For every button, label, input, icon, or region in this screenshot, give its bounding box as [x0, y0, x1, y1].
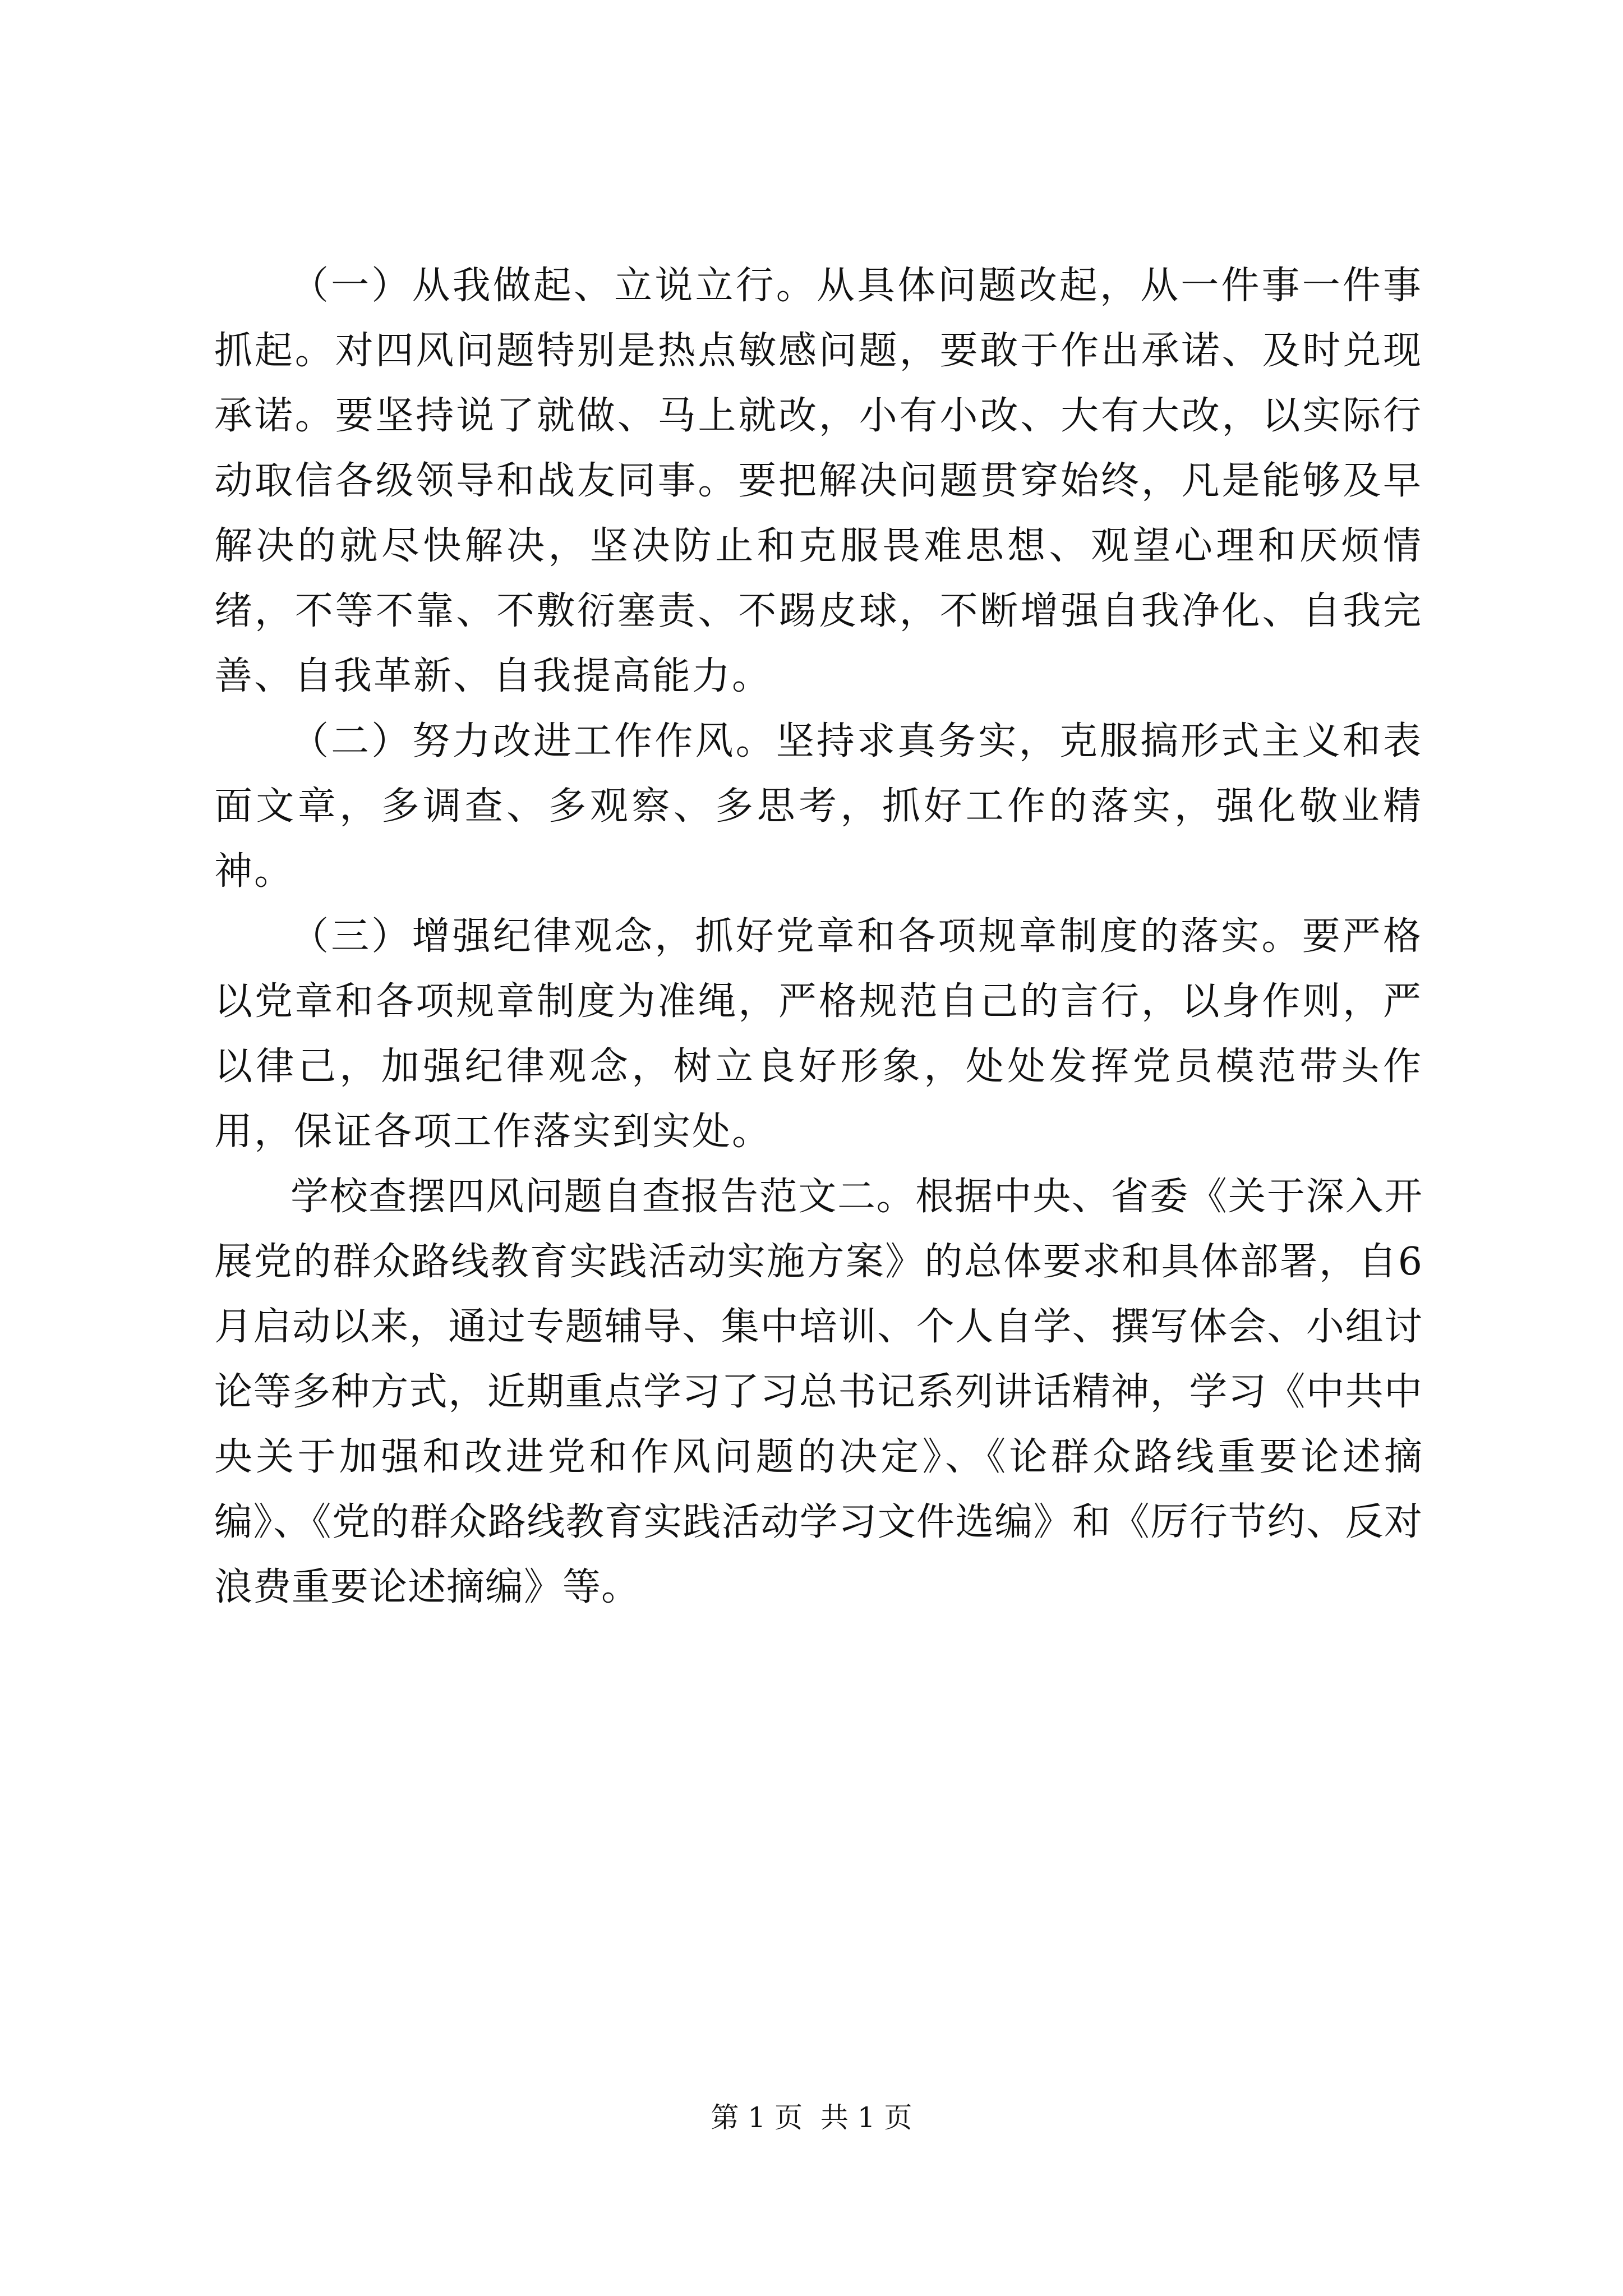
paragraph-4: 学校查摆四风问题自查报告范文二。根据中央、省委《关于深入开展党的群众路线教育实践活动实施方案》的总体要求和具体部署，自6月启动以来，通过专题辅导、集中培训、个人自学、撰写体会、小组讨论等多种方式，近期重点学习了习总书记系列讲话精神，学习《中共中央关于加强和改进党和作风问题的决定》、《论群众路线重要论述摘编》、《党的群众路线教育实践活动学习文件选编》和《厉行节约、反对浪费重要论述摘编》等。 [214, 1175, 1423, 1609]
page-number-label: 第 1 页 共 1 页 [711, 2101, 912, 2134]
paragraph-2: （二）努力改进工作作风。坚持求真务实，克服搞形式主义和表面文章，多调查、多观察、多思考，抓好工作的落实，强化敬业精神。 [214, 719, 1423, 894]
document-body [214, 254, 1423, 1620]
paragraph-1: （一）从我做起、立说立行。从具体问题改起，从一件事一件事抓起。对四风问题特别是热点敏感问题，要敢于作出承诺、及时兑现承诺。要坚持说了就做、马上就改，小有小改、大有大改，以实际行动取信各级领导和战友同事。要把解决问题贯穿始终，凡是能够及早解决的就尽快解决，坚决防止和克服畏难思想、观望心理和厌烦情绪，不等不靠、不敷衍塞责、不踢皮球，不断增强自我净化、自我完善、自我革新、自我提高能力。 [214, 264, 1423, 698]
paragraph-3: （三）增强纪律观念，抓好党章和各项规章制度的落实。要严格以党章和各项规章制度为准绳，严格规范自己的言行，以身作则，严以律己，加强纪律观念，树立良好形象，处处发挥党员模范带头作用，保证各项工作落实到实处。 [214, 914, 1423, 1154]
page-footer [0, 2101, 1623, 2134]
